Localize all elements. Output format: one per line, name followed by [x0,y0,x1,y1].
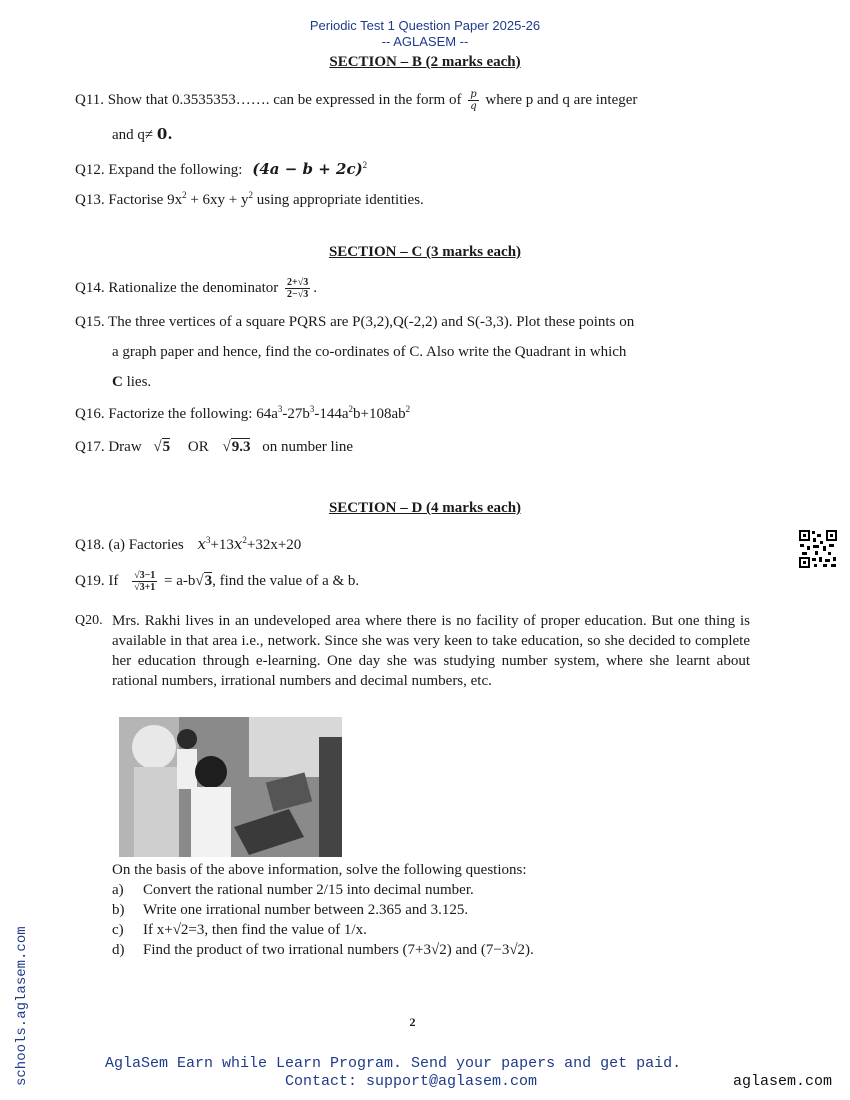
q16-term1: -27b [282,406,310,422]
question-20-item-b [112,902,468,919]
fraction-denominator: √3+1 [134,582,156,593]
header-title: Periodic Test 1 Question Paper 2025-26 [309,18,541,33]
question-11-line2 [112,125,173,144]
q11-fraction [468,89,478,112]
item-label: b) [112,902,125,918]
q17-root2: 9.3 [231,439,251,455]
question-20-item-c [112,922,367,939]
question-13 [75,190,424,209]
q11-line2-text: and q≠ [112,127,154,143]
side-url[interactable]: schools.aglasem.com [14,926,30,1086]
item-label: c) [112,922,124,938]
question-20-item-a [112,882,474,899]
q11-text-end: where p and q are integer [485,91,638,108]
q15-point-c: C [112,374,123,390]
fraction-numerator: p [470,89,477,100]
qr-code[interactable] [798,529,838,569]
q18-var2: x [233,535,243,553]
q18-var1: x [197,535,206,553]
question-15-line2: a graph paper and hence, find the co-ordinates of C. Also write the Quadrant in which [112,344,627,360]
question-15: Q15. The three vertices of a square PQRS are P(3,2),Q(-2,2) and S(-3,3). Plot these points on [75,314,635,330]
q17-root1: 5 [162,439,171,455]
q14-period: . [313,279,317,296]
q19-text: Q19. If [75,572,119,589]
q12-text: Q12. Expand the following: [75,162,243,178]
item-label: d) [112,942,125,958]
question-16 [75,404,410,423]
footer-program-text: AglaSem Earn while Learn Program. Send your papers and get paid. [105,1055,682,1072]
q13-text-c: using appropriate identities. [253,192,424,208]
question-15-line3 [112,374,151,391]
fraction-denominator: q [470,101,477,112]
q11-text: Q11. Show that 0.3535353……. can be expressed in the form of [75,91,462,108]
section-d-heading: SECTION – D (4 marks each) [328,500,522,516]
qr-code-icon [798,529,838,569]
question-17: Q17. Draw √5 OR √9.3 on number line [75,439,354,455]
q19-equation: = a-b [164,572,196,589]
q19-fraction [132,570,157,593]
q13-text-b: + 6xy + y [186,192,249,208]
item-text: If x+√2=3, then find the value of 1/x. [143,922,367,938]
fraction-numerator: 2+√3 [287,277,309,288]
q13-text-a: Q13. Factorise 9x [75,192,183,208]
q14-fraction [285,277,310,300]
elearning-photo [119,717,342,857]
q18-term2: +32x+20 [246,537,302,553]
q19-root: 3 [204,572,213,589]
q16-sup4: 2 [405,404,411,414]
q18-exp2: 2 [242,535,247,545]
section-b-heading: SECTION – B (2 marks each) [329,54,521,70]
item-text: Find the product of two irrational numbers (7+3√2) and (7−3√2). [143,942,534,958]
q16-sup2: 3 [309,404,315,414]
photo-illustration [119,717,342,857]
q16-sup1: 3 [277,404,283,414]
question-19: Q19. If $\frac{√3-1}{√3+1}$ = a-b√3, find the value of a & b. [75,570,360,593]
q18-text: Q18. (a) Factories [75,537,184,553]
question-20-item-d [112,942,534,959]
q16-sup3: 2 [348,404,354,414]
q12-exponent: 2 [362,160,368,170]
footer-site-link[interactable]: aglasem.com [733,1073,833,1090]
q17-text: Q17. Draw [75,439,142,455]
q17-text-end: on number line [262,439,354,455]
question-20-paragraph: Mrs. Rakhi lives in an undeveloped area where there is no facility of proper education. But one thing is available in that area i.e., network. Since she was very keen to take education, so she decided to complete her education through e-learning. One day she was studying number system, where she learnt about rational numbers, irrational numbers and decimal numbers, etc. [112,613,750,689]
page-number: 2 [409,1015,416,1029]
q12-expression: (4a − b + 2c) [252,160,363,178]
fraction-denominator: 2−√3 [287,289,309,300]
q18-exp1: 3 [205,535,211,545]
q16-term3: b+108ab [353,406,406,422]
q19-text-end: , find the value of a & b. [212,572,360,589]
question-12 [75,160,367,179]
question-20-intro: On the basis of the above information, solve the following questions: [112,862,527,878]
q16-text: Q16. Factorize the following: 64a [75,406,278,422]
question-20-label: Q20. [75,613,103,628]
question-14 [75,277,317,300]
q18-term1: +13 [210,537,234,553]
item-label: a) [112,882,124,898]
section-c-heading: SECTION – C (3 marks each) [328,244,522,260]
question-18 [75,535,301,554]
q14-text: Q14. Rationalize the denominator [75,279,279,296]
footer-contact[interactable]: Contact: support@aglasem.com [285,1073,538,1090]
q13-sup1: 2 [182,190,187,200]
q17-or: OR [187,439,209,455]
item-text: Convert the rational number 2/15 into decimal number. [143,882,474,898]
q15-line3-text: lies. [122,374,152,390]
question-11 [75,89,637,112]
q11-zero: 0. [156,125,173,143]
header-source: -- AGLASEM -- [381,34,469,49]
item-text: Write one irrational number between 2.365 and 3.125. [143,902,469,918]
q16-term2: -144a [314,406,349,422]
q13-sup2: 2 [248,190,253,200]
fraction-numerator: √3−1 [134,570,156,581]
